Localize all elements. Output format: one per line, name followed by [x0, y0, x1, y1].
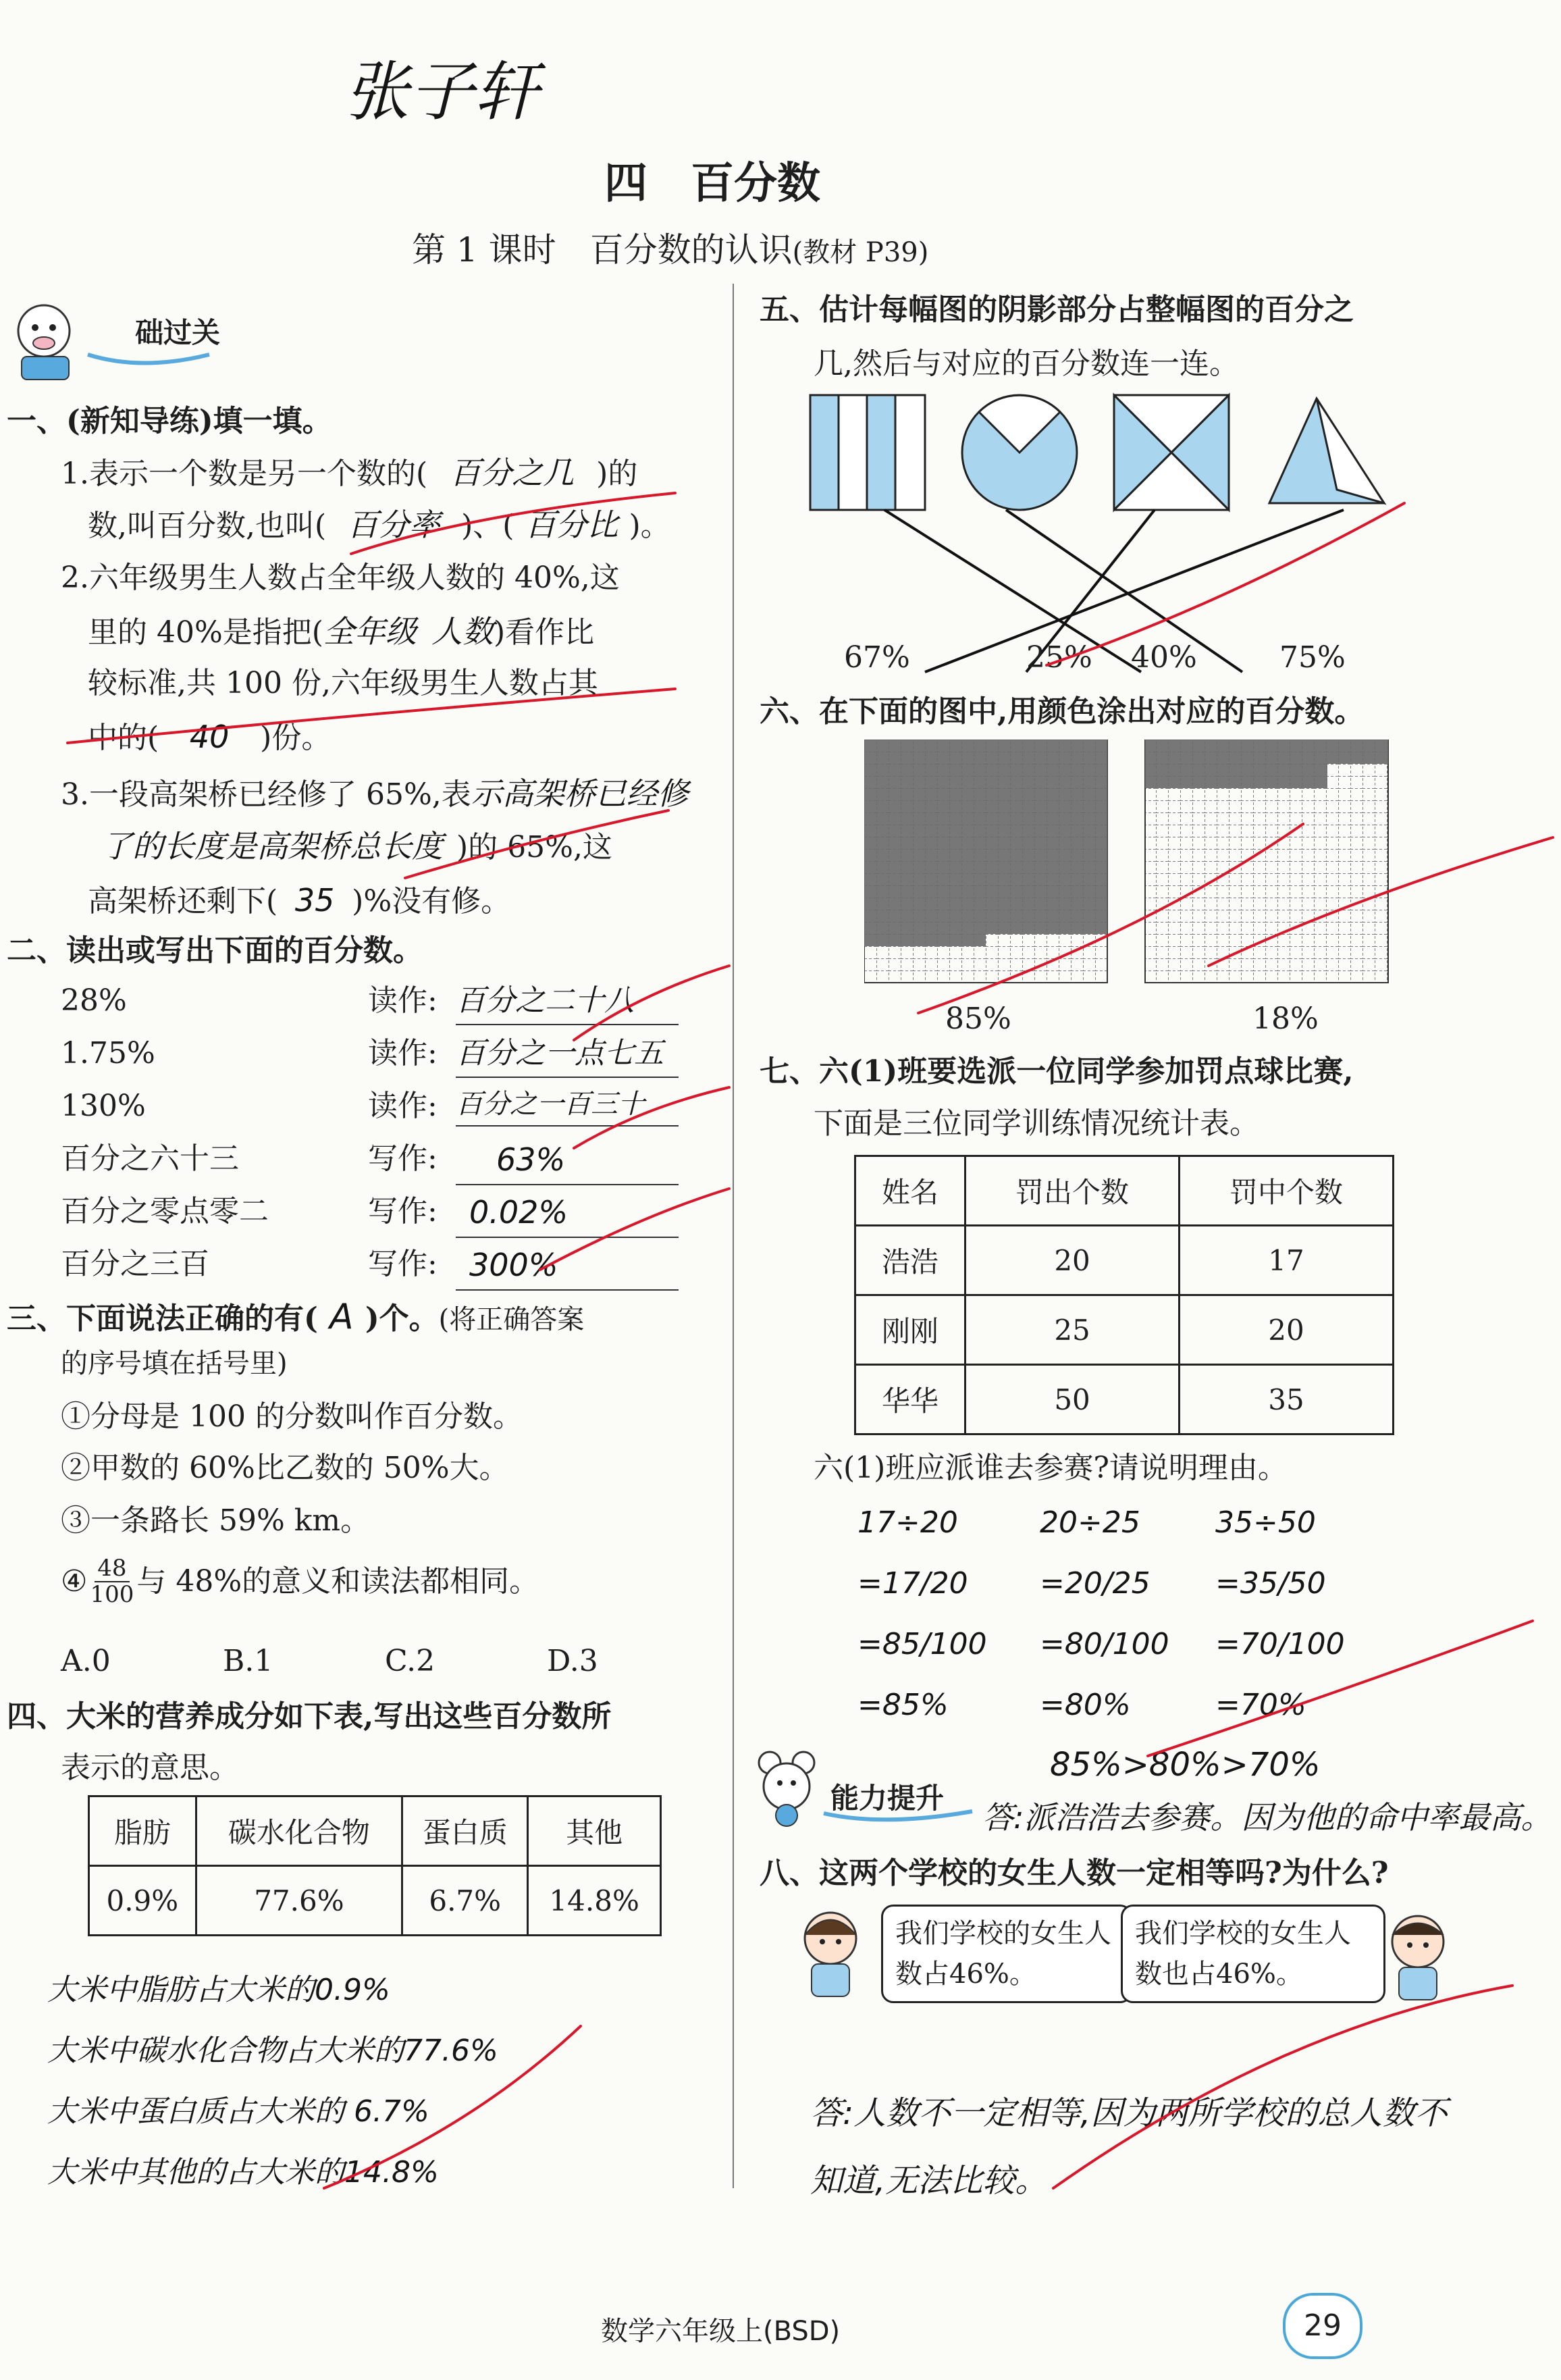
q1-item1-line2: [88, 501, 670, 549]
q1-answer: 百分比: [525, 507, 618, 543]
work-step: =35/50: [1215, 1566, 1326, 1601]
q2-heading: 二、读出或写出下面的百分数。: [7, 933, 423, 968]
q3-option: C.2: [385, 1644, 435, 1678]
work-step: 35÷50: [1215, 1505, 1316, 1540]
table-cell: 浩浩: [855, 1226, 965, 1295]
q2-label: 写作:: [368, 1247, 438, 1281]
q2-answer: 63%: [456, 1136, 679, 1185]
q2-row: [61, 1136, 709, 1189]
q4-heading2: 表示的意思。: [61, 1751, 239, 1785]
q2-label: 写作:: [368, 1141, 438, 1176]
q3-note: (将正确答案: [438, 1304, 585, 1335]
table-header-cell: 蛋白质: [402, 1796, 528, 1866]
q1-item2-line1: 2.六年级男生人数占全年级人数的 40%,这: [61, 561, 620, 595]
basic-badge-label: 础过关: [135, 316, 221, 349]
table-header-cell: 其他: [528, 1796, 661, 1866]
q1-text: 中的(: [88, 721, 159, 755]
q2-answer: 0.02%: [456, 1189, 679, 1238]
q5-label-1: 67%: [844, 640, 910, 675]
q3-answer: A: [329, 1297, 354, 1337]
q1-text: )、(: [461, 509, 514, 543]
work-step: =85%: [857, 1688, 949, 1722]
q4-answer-1: 大米中脂肪占大米的0.9%: [47, 1973, 390, 2007]
q8-answer-line2: 知道,无法比较。: [810, 2162, 1048, 2200]
q3-heading: [7, 1290, 584, 1345]
q7-compare: 85%>80%>70%: [1050, 1746, 1321, 1784]
page-number: 29: [1283, 2293, 1362, 2359]
q1-text: 1.表示一个数是另一个数的(: [61, 457, 428, 491]
q3-heading-text: 三、下面说法正确的有(: [7, 1301, 318, 1336]
girl-speech-bubble: 我们学校的女生人数占46%。: [881, 1905, 1132, 2003]
q3-heading-text: )个。: [365, 1301, 439, 1336]
q3-statement-3: ③一条路长 59% km。: [61, 1503, 371, 1538]
work-step: =17/20: [857, 1566, 968, 1601]
q1-answer: 全年级: [323, 613, 417, 650]
q1-text: )。: [629, 509, 670, 543]
fraction: [90, 1556, 134, 1608]
book-title: 数学六年级上(BSD): [601, 2316, 841, 2347]
table-header-cell: 姓名: [855, 1156, 965, 1226]
work-step: =20/25: [1040, 1566, 1150, 1601]
q2-item: 28%: [61, 983, 127, 1018]
q1-answer: 人数: [431, 613, 494, 650]
q2-row: [61, 1031, 709, 1083]
q6-heading: 六、在下面的图中,用颜色涂出对应的百分数。: [760, 694, 1365, 729]
q1-answer: 了的长度: [101, 828, 226, 864]
fraction-denominator: 100: [90, 1581, 134, 1609]
pie-circle-shape: [962, 395, 1077, 510]
diagonal-square-shape: [1114, 395, 1229, 510]
q4-heading: 四、大米的营养成分如下表,写出这些百分数所: [7, 1699, 612, 1734]
work-step: =85/100: [857, 1627, 987, 1661]
work-step: =70/100: [1215, 1627, 1345, 1661]
table-cell: 刚刚: [855, 1295, 965, 1365]
table-cell: 华华: [855, 1365, 965, 1434]
q2-answer: 300%: [456, 1241, 679, 1291]
q3-option: B.1: [223, 1644, 273, 1678]
boy-speech-bubble: 我们学校的女生人数也占46%。: [1121, 1905, 1385, 2003]
q3-options: [61, 1638, 709, 1684]
q7-answer: 答:派浩浩去参赛。因为他的命中率最高。: [982, 1799, 1552, 1836]
work-step: 17÷20: [857, 1505, 958, 1540]
q5-heading: 五、估计每幅图的阴影部分占整幅图的百分之: [760, 292, 1354, 327]
q2-answer: 百分之一百三十: [456, 1083, 679, 1127]
q1-answer: 百分率: [347, 507, 441, 543]
q3-statement-4: [61, 1556, 539, 1608]
work-step: =70%: [1215, 1688, 1306, 1722]
q1-answer: 示高架桥已经修: [471, 775, 689, 812]
q1-text: 3.一段高架桥已经修了 65%,表: [61, 777, 471, 812]
table-cell: 17: [1180, 1226, 1394, 1295]
q2-row: [61, 978, 709, 1031]
q2-item: 百分之六十三: [61, 1141, 239, 1176]
q1-text: 里的 40%是指把(: [88, 615, 323, 650]
lesson-ref: (教材 P39): [792, 237, 929, 268]
table-header-cell: 罚出个数: [965, 1156, 1180, 1226]
q1-item3-line2: [101, 823, 612, 871]
q7-work-col2: [1040, 1493, 1169, 1736]
column-divider: [733, 284, 734, 2188]
q7-heading2: 下面是三位同学训练情况统计表。: [814, 1106, 1259, 1141]
q1-text: 数,叫百分数,也叫(: [88, 509, 327, 543]
table-header-cell: 脂肪: [89, 1796, 196, 1866]
table-cell: 14.8%: [528, 1866, 661, 1936]
q2-item: 1.75%: [61, 1036, 155, 1070]
q1-item3-line1: [61, 770, 689, 818]
q4-answer-2: 大米中碳水化合物占大米的77.6%: [47, 2034, 498, 2068]
q7-heading: 七、六(1)班要选派一位同学参加罚点球比赛,: [760, 1054, 1354, 1089]
nutrition-table: [88, 1795, 662, 1936]
q2-item: 130%: [61, 1089, 146, 1123]
q1-item2-line3: 较标准,共 100 份,六年级男生人数占其: [88, 666, 598, 700]
grid-85-percent: [864, 740, 1107, 983]
q6-label-85: 85%: [945, 1002, 1011, 1036]
q2-answer: 百分之一点七五: [456, 1031, 679, 1078]
q7-work-col1: [857, 1493, 987, 1736]
girl-icon: [790, 1905, 871, 1999]
table-cell: 77.6%: [196, 1866, 402, 1936]
q8-answer-line1: 答:人数不一定相等,因为两所学校的总人数不: [810, 2094, 1448, 2132]
q4-answer-3: 大米中蛋白质占大米的 6.7%: [47, 2094, 429, 2129]
table-cell: 20: [1180, 1295, 1394, 1365]
table-row: [855, 1295, 1394, 1365]
q1-text: )%没有修。: [352, 884, 511, 919]
table-row: [855, 1365, 1394, 1434]
table-header-cell: 罚中个数: [1180, 1156, 1394, 1226]
unit-title: 四 百分数: [604, 158, 820, 209]
q2-item: 百分之零点零二: [61, 1194, 269, 1228]
table-header-row: [89, 1796, 661, 1866]
q7-question: 六(1)班应派谁去参赛?请说明理由。: [814, 1451, 1288, 1485]
table-cell: 25: [965, 1295, 1180, 1365]
q3-note2: 的序号填在括号里): [61, 1348, 288, 1379]
q1-answer: 35: [294, 882, 335, 919]
q4-answer-4: 大米中其他的占大米的14.8%: [47, 2155, 439, 2190]
fraction-numerator: 48: [95, 1556, 129, 1582]
table-cell: 6.7%: [402, 1866, 528, 1936]
striped-rectangle-shape: [810, 395, 925, 510]
q2-row: [61, 1189, 709, 1241]
work-step: =80/100: [1040, 1627, 1169, 1661]
q8-heading: 八、这两个学校的女生人数一定相等吗?为什么?: [760, 1856, 1389, 1890]
q3-text: 与 48%的意义和读法都相同。: [136, 1564, 539, 1599]
q3-text: ④: [61, 1564, 88, 1599]
q2-answer: 百分之二十八: [456, 978, 679, 1025]
table-cell: 20: [965, 1226, 1180, 1295]
work-step: 20÷25: [1040, 1505, 1140, 1540]
triangle-shape: [1269, 398, 1384, 503]
q2-list: [61, 978, 709, 1294]
penalty-table: [854, 1155, 1394, 1435]
table-cell: 0.9%: [89, 1866, 196, 1936]
q1-heading: 一、(新知导练)填一填。: [7, 404, 332, 438]
q1-item2-line2: [88, 608, 594, 656]
q2-label: 读作:: [368, 1036, 438, 1070]
q1-item3-line3: [88, 877, 510, 925]
lesson-title-text: 第 1 课时 百分数的认识: [412, 230, 793, 269]
q7-work-col3: [1215, 1493, 1345, 1736]
q1-answer: 百分之几: [450, 455, 575, 491]
matching-lines: [884, 510, 1344, 672]
q3-option: A.0: [61, 1644, 111, 1678]
q2-row: [61, 1241, 709, 1294]
q1-text: )的 65%,这: [456, 830, 612, 864]
boy-icon: [1377, 1908, 1458, 2002]
table-header-cell: 碳水化合物: [196, 1796, 402, 1866]
advanced-section-badge: [749, 1749, 993, 1833]
q1-item1-line1: [61, 449, 637, 497]
q1-text: 高架桥还剩下(: [88, 884, 278, 919]
basic-section-badge: [7, 290, 250, 388]
q5-label-4: 75%: [1279, 640, 1346, 675]
q1-text: )的: [596, 457, 638, 491]
student-name: 张子轩: [344, 54, 539, 130]
q5-label-2: 25%: [1026, 640, 1092, 675]
table-cell: 50: [965, 1365, 1180, 1434]
q6-grids: [864, 740, 1391, 989]
q3-statement-1: ①分母是 100 的分数叫作百分数。: [61, 1399, 523, 1434]
q5-heading2: 几,然后与对应的百分数连一连。: [814, 346, 1239, 381]
table-row: [89, 1866, 661, 1936]
q2-label: 读作:: [368, 983, 438, 1018]
q2-label: 读作:: [368, 1089, 438, 1123]
advanced-badge-label: 能力提升: [830, 1782, 945, 1815]
work-step: =80%: [1040, 1688, 1131, 1722]
q6-label-18: 18%: [1252, 1002, 1319, 1036]
table-header-row: [855, 1156, 1394, 1226]
q1-answer: 是高架桥总长度: [226, 828, 443, 864]
q1-item2-line4: [88, 713, 331, 761]
table-row: [855, 1226, 1394, 1295]
q2-row: [61, 1083, 709, 1136]
table-cell: 35: [1180, 1365, 1394, 1434]
q2-label: 写作:: [368, 1194, 438, 1228]
q2-item: 百分之三百: [61, 1247, 209, 1281]
q1-text: )看作比: [493, 615, 595, 650]
q3-statement-2: ②甲数的 60%比乙数的 50%大。: [61, 1451, 509, 1485]
grid-18-percent: [1145, 740, 1388, 983]
q1-answer: 40: [189, 719, 230, 755]
q3-option: D.3: [547, 1644, 598, 1678]
lesson-title: [412, 223, 928, 271]
q1-text: )份。: [260, 721, 332, 755]
q5-label-3: 40%: [1131, 640, 1197, 675]
